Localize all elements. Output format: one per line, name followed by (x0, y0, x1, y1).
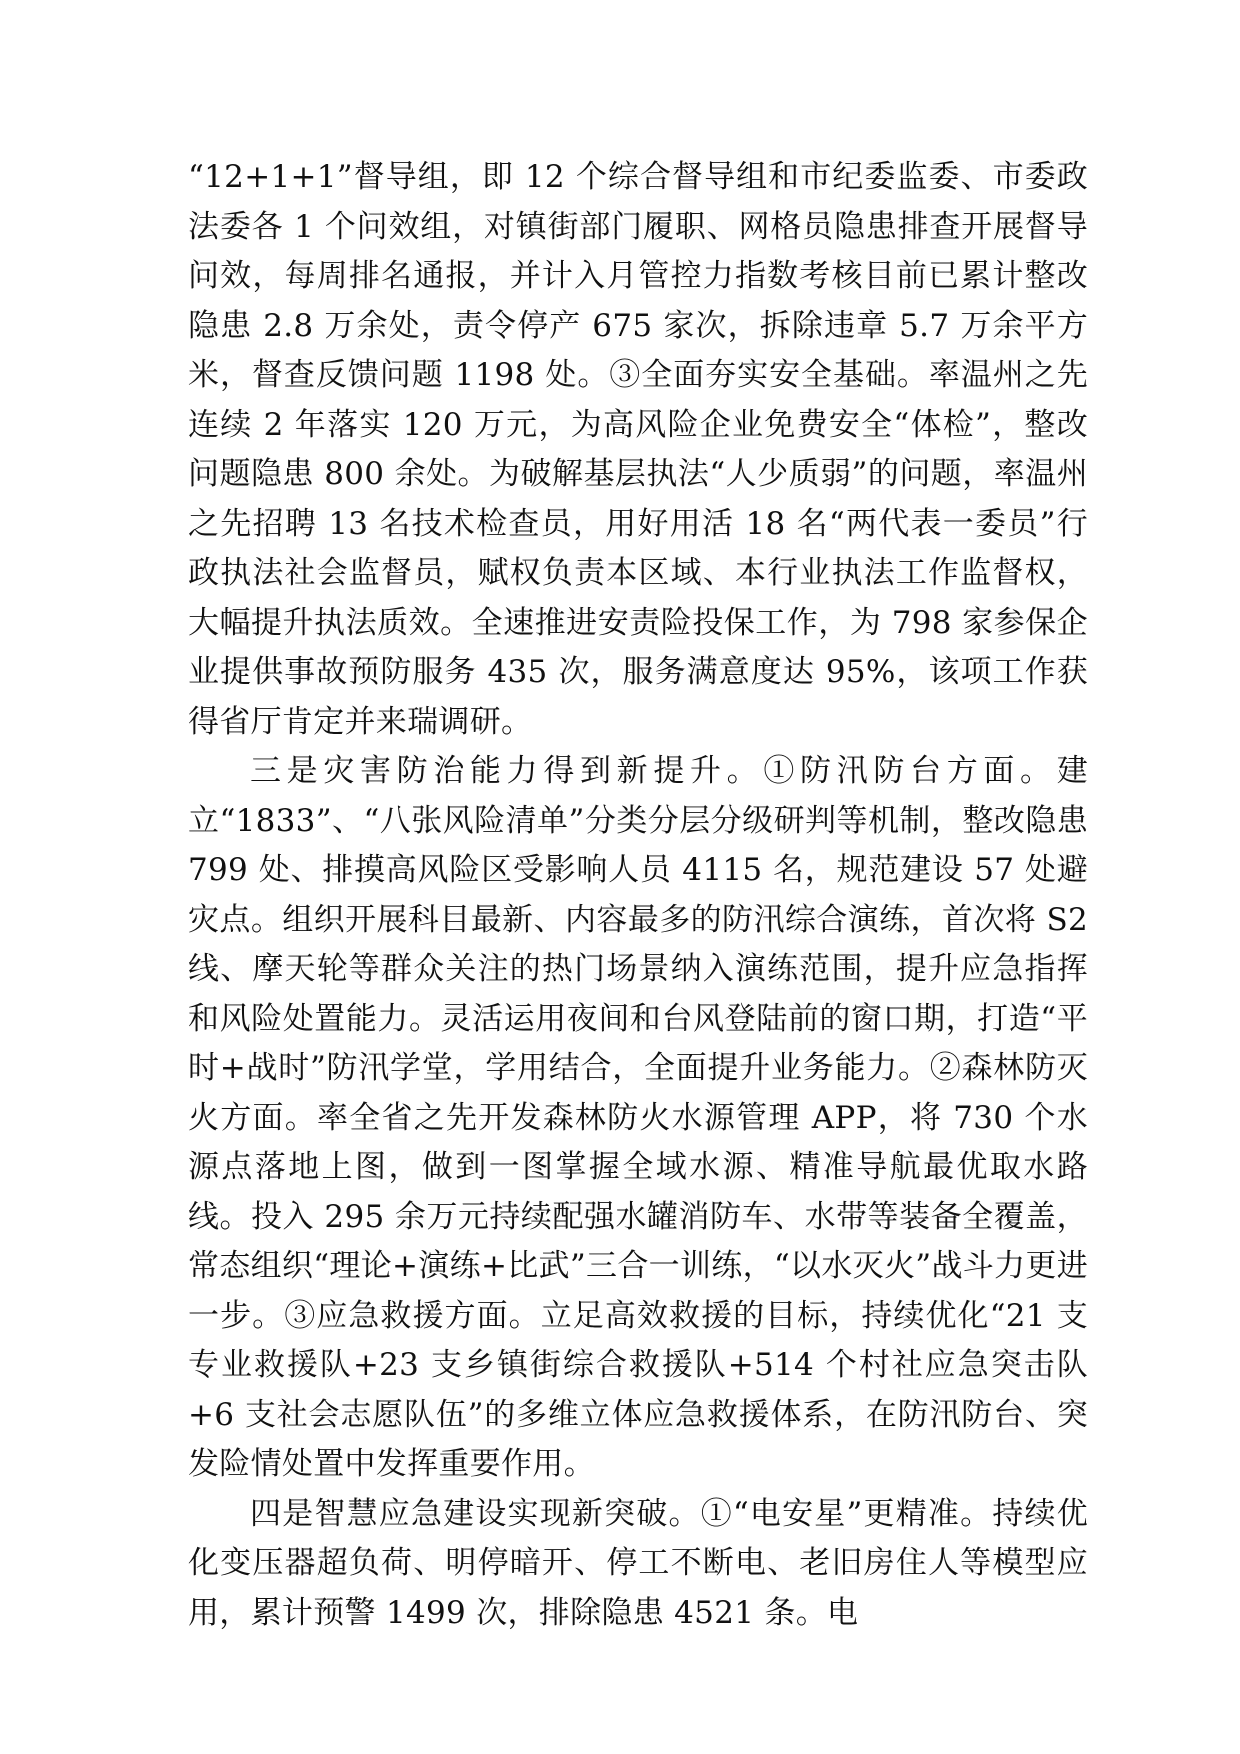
document-body (188, 153, 1088, 1638)
paragraph-supervision: “12+1+1”督导组，即 12 个综合督导组和市纪委监委、市委政法委各 1 个问效组，对镇街部门履职、网格员隐患排查开展督导问效，每周排名通报，并计入月管控力指数考核目前已累计整改隐患 2.8 万余处，责令停产 675 家次，拆除违章 5.7 万余平方米，督查反馈问题 1198 处。③全面夯实安全基础。率温州之先连续 2 年落实 120 万元，为高风险企业免费安全“体检”，整改问题隐患 800 余处。为破解基层执法“人少质弱”的问题，率温州之先招聘 13 名技术检查员，用好用活 18 名“两代表一委员”行政执法社会监督员，赋权负责本区域、本行业执法工作监督权，大幅提升执法质效。全速推进安责险投保工作，为 798 家参保企业提供事故预防服务 435 次，服务满意度达 95%，该项工作获得省厅肯定并来瑞调研。 (188, 159, 1088, 740)
paragraph-smart-emergency: 四是智慧应急建设实现新突破。①“电安星”更精准。持续优化变压器超负荷、明停暗开、停工不断电、老旧房住人等模型应用，累计预警 1499 次，排除隐患 4521 条。电 (188, 1495, 1088, 1631)
paragraph-disaster-prevention: 三是灾害防治能力得到新提升。①防汛防台方面。建立“1833”、“八张风险清单”分类分层分级研判等机制，整改隐患 799 处、排摸高风险区受影响人员 4115 名，规范建设 57 处避灾点。组织开展科目最新、内容最多的防汛综合演练，首次将 S2 线、摩天轮等群众关注的热门场景纳入演练范围，提升应急指挥和风险处置能力。灵活运用夜间和台风登陆前的窗口期，打造“平时+战时”防汛学堂，学用结合，全面提升业务能力。②森林防灭火方面。率全省之先开发森林防火水源管理 APP，将 730 个水源点落地上图，做到一图掌握全域水源、精准导航最优取水路线。投入 295 余万元持续配强水罐消防车、水带等装备全覆盖，常态组织“理论+演练+比武”三合一训练，“以水灭火”战斗力更进一步。③应急救援方面。立足高效救援的目标，持续优化“21 支专业救援队+23 支乡镇街综合救援队+514 个村社应急突击队+6 支社会志愿队伍”的多维立体应急救援体系，在防汛防台、突发险情处置中发挥重要作用。 (188, 753, 1088, 1482)
